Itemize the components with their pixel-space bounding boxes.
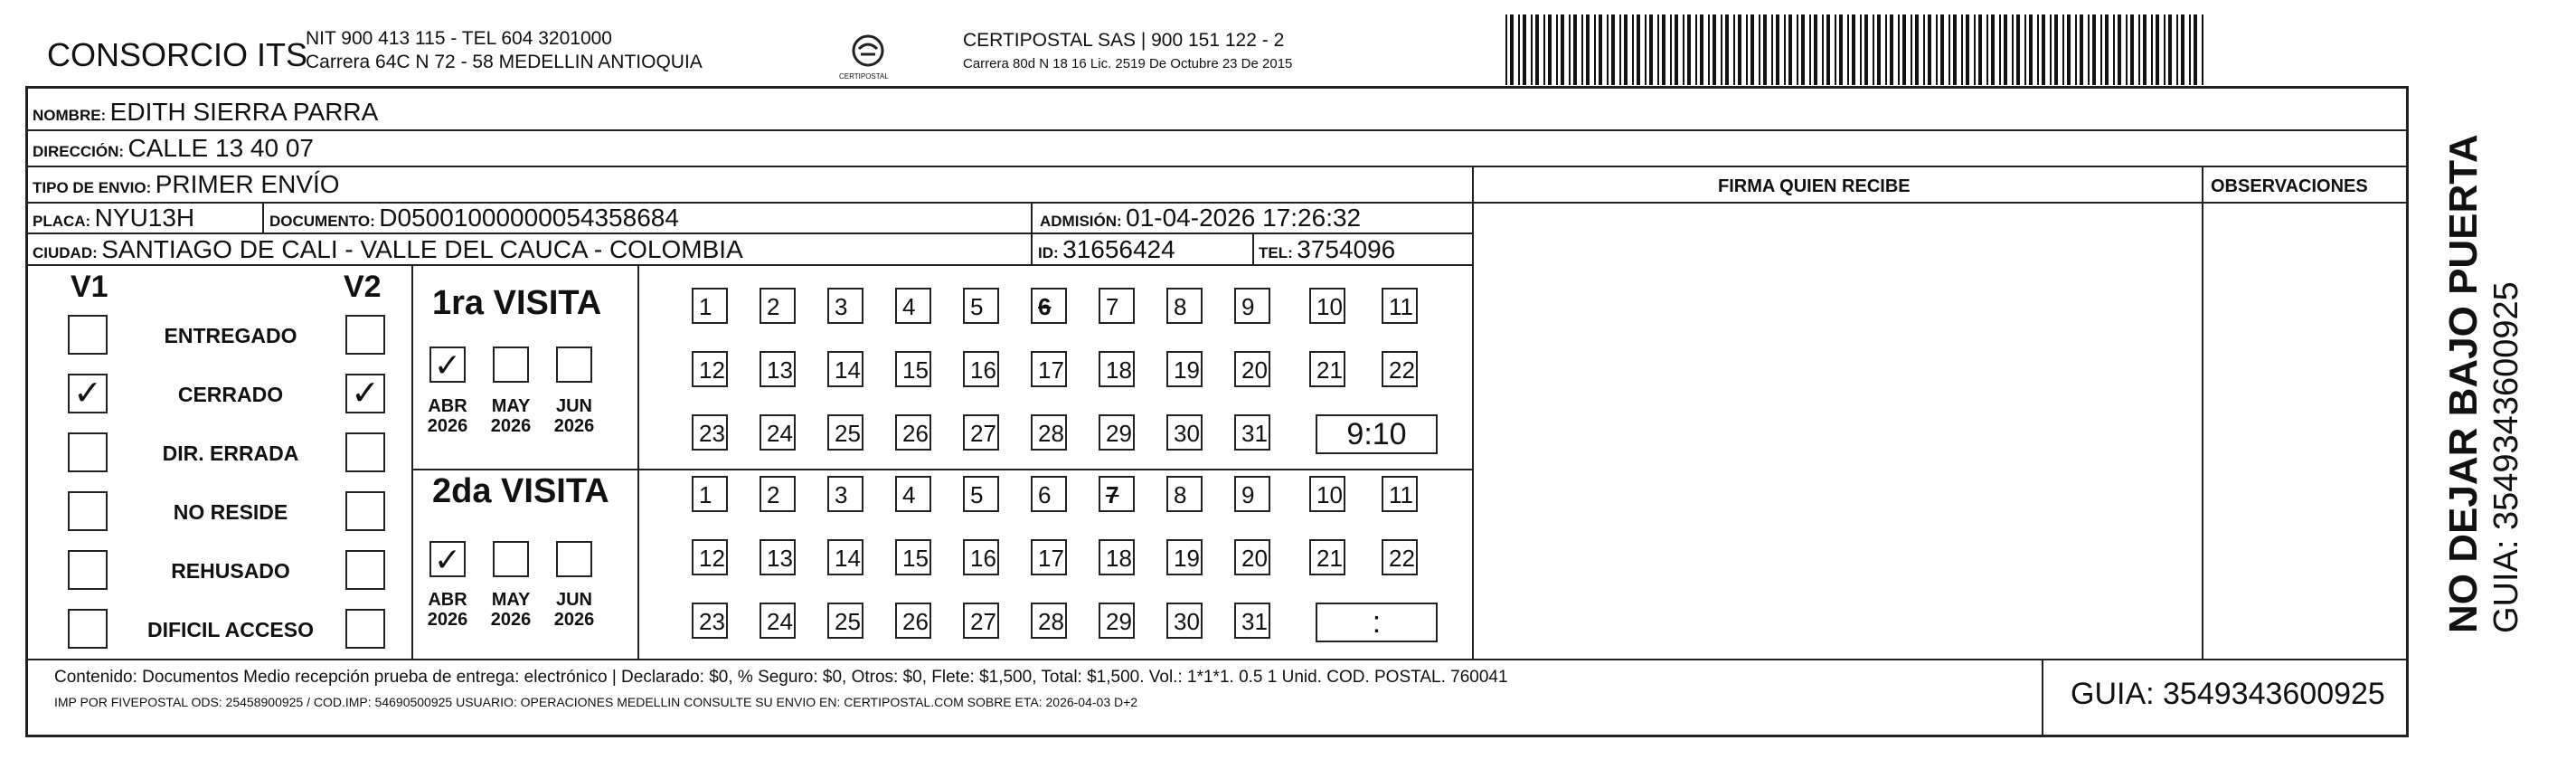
barcode-bar <box>2130 14 2134 85</box>
v1-checkbox[interactable] <box>68 491 108 531</box>
barcode-bar <box>1873 14 1874 85</box>
barcode-bar <box>1657 14 1659 85</box>
first-day-box[interactable]: 14 <box>827 351 863 387</box>
barcode-bar <box>1928 14 1931 85</box>
barcode-bar <box>1599 14 1602 85</box>
v2-checkbox[interactable] <box>345 432 385 472</box>
barcode-bar <box>2168 14 2172 85</box>
second-day-box[interactable]: 11 <box>1382 476 1418 512</box>
month-label: JUN <box>555 590 592 610</box>
barcode-bar <box>1877 14 1881 85</box>
address-line: Carrera 64C N 72 - 58 MEDELLIN ANTIOQUIA <box>306 52 703 72</box>
tipo-value: PRIMER ENVÍO <box>155 170 340 198</box>
barcode-bar <box>1822 14 1824 85</box>
barcode-bar <box>1738 14 1741 85</box>
v1-checkbox[interactable] <box>68 315 108 355</box>
barcode-bar <box>1561 14 1564 85</box>
first-day-box[interactable]: 11 <box>1382 288 1418 324</box>
tipo-envio-field <box>33 170 340 199</box>
second-visit-time[interactable]: : <box>1316 603 1438 642</box>
second-day-box[interactable]: 16 <box>963 539 999 575</box>
month-label: JUN <box>555 396 592 416</box>
company-info <box>306 27 703 74</box>
barcode-bar <box>1949 14 1950 85</box>
first-day-box[interactable]: 24 <box>760 414 796 451</box>
barcode-bar <box>2118 14 2121 85</box>
barcode-bar <box>1847 14 1849 85</box>
second-day-box[interactable]: 2 <box>760 476 796 512</box>
second-day-box[interactable]: 3 <box>827 476 863 512</box>
v2-checkbox[interactable] <box>345 609 385 649</box>
admision-value: 01-04-2026 17:26:32 <box>1126 204 1362 232</box>
footer-content: Contenido: Documentos Medio recepción prueba de entrega: electrónico | Declarado: $0, % Seguro: $0, Otros: $0, Flete: $1,500, Total: $1,500. Vol.: 1*1*1. 0.5 1 Unid. COD. POSTAL. 760041 <box>54 668 1508 687</box>
first-day-box[interactable]: 23 <box>692 414 728 451</box>
id-value: 31656424 <box>1062 235 1175 263</box>
barcode-bar <box>1573 14 1577 85</box>
first-day-box[interactable]: 15 <box>895 351 931 387</box>
tel-value: 3754096 <box>1297 235 1396 263</box>
second-day-box[interactable]: 21 <box>1309 539 1345 575</box>
second-day-box[interactable]: 19 <box>1166 539 1203 575</box>
barcode-bar <box>1624 14 1628 85</box>
status-label: CERRADO <box>177 383 284 406</box>
logo-text: CERTIPOSTAL <box>839 72 889 81</box>
barcode-bar <box>1713 14 1716 85</box>
second-day-box[interactable]: 27 <box>963 603 999 639</box>
barcode-bar <box>2037 14 2039 85</box>
barcode-bar <box>1556 14 1558 85</box>
barcode-bar <box>1611 14 1615 85</box>
barcode-bar <box>2092 14 2096 85</box>
barcode-bar <box>1510 14 1514 85</box>
status-label: DIFICIL ACCESO <box>146 618 314 641</box>
v1-checkbox[interactable] <box>68 432 108 472</box>
barcode-bar <box>1911 14 1912 85</box>
first-month-checkbox[interactable] <box>493 347 529 383</box>
first-day-box[interactable]: 12 <box>692 351 728 387</box>
barcode-bar <box>1619 14 1621 85</box>
year-label: 2026 <box>427 610 468 630</box>
barcode-bar <box>1518 14 1520 85</box>
firma-header: FIRMA QUIEN RECIBE <box>1718 176 1911 196</box>
barcode-bar <box>1784 14 1786 85</box>
barcode-bar <box>2004 14 2007 85</box>
barcode-bar <box>1771 14 1773 85</box>
barcode-bar <box>1662 14 1665 85</box>
barcode-bar <box>1746 14 1748 85</box>
first-day-box[interactable]: 21 <box>1309 351 1345 387</box>
second-month-checkbox[interactable] <box>556 541 592 577</box>
second-day-box[interactable]: 28 <box>1031 603 1067 639</box>
admision-field <box>1040 204 1361 233</box>
barcode-bar <box>2029 14 2033 85</box>
v1-checkbox[interactable] <box>68 609 108 649</box>
month-year-label <box>424 590 471 630</box>
nombre-label: NOMBRE: <box>33 107 107 124</box>
second-month-checkbox[interactable]: ✓ <box>429 541 466 577</box>
first-day-box[interactable]: 31 <box>1234 414 1270 451</box>
first-day-box[interactable]: 1 <box>692 288 728 324</box>
barcode-bar <box>1675 14 1678 85</box>
second-day-box[interactable]: 10 <box>1309 476 1345 512</box>
barcode-bar <box>2050 14 2052 85</box>
first-day-box[interactable]: 18 <box>1099 351 1135 387</box>
barcode-bar <box>1801 14 1805 85</box>
documento-field <box>269 204 679 233</box>
month-year-label <box>551 396 598 436</box>
ciudad-value: SANTIAGO DE CALI - VALLE DEL CAUCA - COLOMBIA <box>101 235 743 263</box>
first-day-box[interactable]: 27 <box>963 414 999 451</box>
barcode-bar <box>1961 14 1963 85</box>
v2-checkbox[interactable] <box>345 491 385 531</box>
second-day-box[interactable]: 7 <box>1099 476 1135 512</box>
barcode-bar <box>1581 14 1583 85</box>
second-day-box[interactable]: 8 <box>1166 476 1203 512</box>
first-day-box[interactable]: 30 <box>1166 414 1203 451</box>
barcode-bar <box>2024 14 2026 85</box>
first-day-box[interactable]: 26 <box>895 414 931 451</box>
barcode-bar <box>1885 14 1887 85</box>
placa-field <box>33 204 194 233</box>
first-day-box[interactable]: 22 <box>1382 351 1418 387</box>
first-visit-time[interactable]: 9:10 <box>1316 414 1438 454</box>
barcode-bar <box>2054 14 2058 85</box>
first-day-box[interactable]: 6 <box>1031 288 1067 324</box>
barcode-bar <box>2113 14 2115 85</box>
second-day-box[interactable]: 6 <box>1031 476 1067 512</box>
year-label: 2026 <box>553 610 595 630</box>
first-month-checkbox[interactable] <box>556 347 592 383</box>
barcode-bar <box>1750 14 1754 85</box>
first-day-box[interactable]: 3 <box>827 288 863 324</box>
documento-label: DOCUMENTO: <box>269 213 375 230</box>
id-label: ID: <box>1038 244 1059 261</box>
year-label: 2026 <box>427 416 468 436</box>
barcode-bar <box>1835 14 1836 85</box>
barcode-bar <box>1687 14 1691 85</box>
second-day-box[interactable]: 26 <box>895 603 931 639</box>
barcode-bar <box>2181 14 2184 85</box>
second-day-box[interactable]: 18 <box>1099 539 1135 575</box>
v1-checkbox[interactable]: ✓ <box>68 374 108 413</box>
barcode-bar <box>1776 14 1779 85</box>
first-visit-title: 1ra VISITA <box>432 284 602 322</box>
v1-checkbox[interactable] <box>68 550 108 590</box>
barcode-bar <box>1594 14 1596 85</box>
documento-value: D05001000000054358684 <box>379 204 679 232</box>
month-year-label <box>551 590 598 630</box>
barcode-bar <box>1708 14 1710 85</box>
v1-header: V1 <box>71 270 109 304</box>
second-day-box[interactable]: 17 <box>1031 539 1067 575</box>
second-day-box[interactable]: 24 <box>760 603 796 639</box>
barcode-bar <box>1898 14 1900 85</box>
first-day-box[interactable]: 7 <box>1099 288 1135 324</box>
month-year-label <box>487 590 534 630</box>
second-day-box[interactable]: 13 <box>760 539 796 575</box>
barcode-bar <box>2105 14 2109 85</box>
second-day-box[interactable]: 1 <box>692 476 728 512</box>
first-day-box[interactable]: 13 <box>760 351 796 387</box>
barcode-bar <box>1505 14 1507 85</box>
barcode-bar <box>2164 14 2166 85</box>
v2-header: V2 <box>344 270 382 304</box>
barcode-bar <box>1852 14 1855 85</box>
barcode-bar <box>1683 14 1684 85</box>
direccion-value: CALLE 13 40 07 <box>127 134 315 162</box>
v2-checkbox[interactable] <box>345 315 385 355</box>
barcode-bar <box>1814 14 1817 85</box>
admision-label: ADMISIÓN: <box>1040 213 1122 230</box>
barcode-bar <box>2100 14 2102 85</box>
barcode-bar <box>1637 14 1640 85</box>
barcode-bar <box>1523 14 1526 85</box>
observaciones-header: OBSERVACIONES <box>2211 176 2368 196</box>
side-notice <box>2441 134 2526 633</box>
barcode-bar <box>1695 14 1697 85</box>
nombre-field <box>33 98 378 127</box>
barcode-bar <box>1788 14 1792 85</box>
month-year-label <box>487 396 534 436</box>
placa-label: PLACA: <box>33 213 91 230</box>
status-label: NO RESIDE <box>173 500 288 524</box>
tel-field <box>1259 235 1395 264</box>
second-day-box[interactable]: 22 <box>1382 539 1418 575</box>
first-day-box[interactable]: 8 <box>1166 288 1203 324</box>
tel-label: TEL: <box>1259 244 1293 261</box>
barcode-bar <box>1725 14 1729 85</box>
barcode-bar <box>1860 14 1862 85</box>
second-day-box[interactable]: 29 <box>1099 603 1135 639</box>
barcode-bar <box>2088 14 2090 85</box>
second-day-box[interactable]: 12 <box>692 539 728 575</box>
barcode-bar <box>1991 14 1995 85</box>
barcode-bar <box>2075 14 2077 85</box>
barcode-bar <box>2012 14 2014 85</box>
certipostal-logo-icon <box>845 31 891 76</box>
certipostal-info <box>963 29 1292 76</box>
first-day-box[interactable]: 4 <box>895 288 931 324</box>
barcode-bar <box>1531 14 1533 85</box>
barcode-bar <box>2189 14 2191 85</box>
company-name: CONSORCIO ITS <box>47 36 308 73</box>
barcode <box>1505 14 2211 85</box>
side-guia: GUIA: 3549343600925 <box>2487 281 2525 633</box>
barcode-bar <box>2176 14 2178 85</box>
second-day-box[interactable]: 31 <box>1234 603 1270 639</box>
barcode-bar <box>1809 14 1811 85</box>
second-day-box[interactable]: 9 <box>1234 476 1270 512</box>
barcode-bar <box>2067 14 2071 85</box>
second-month-checkbox[interactable] <box>493 541 529 577</box>
barcode-bar <box>1759 14 1760 85</box>
ciudad-label: CIUDAD: <box>33 244 98 261</box>
barcode-bar <box>2080 14 2083 85</box>
barcode-bar <box>2042 14 2045 85</box>
tipo-label: TIPO DE ENVIO: <box>33 179 152 196</box>
barcode-bar <box>1548 14 1552 85</box>
barcode-bar <box>2016 14 2020 85</box>
first-day-box[interactable]: 29 <box>1099 414 1135 451</box>
status-label: REHUSADO <box>171 559 290 583</box>
first-day-box[interactable]: 9 <box>1234 288 1270 324</box>
barcode-bar <box>1902 14 1906 85</box>
barcode-bar <box>1607 14 1609 85</box>
barcode-bar <box>1999 14 2001 85</box>
first-day-box[interactable]: 10 <box>1309 288 1345 324</box>
nombre-value: EDITH SIERRA PARRA <box>109 98 379 126</box>
cert-line2: Carrera 80d N 18 16 Lic. 2519 De Octubre 23 De 2015 <box>963 56 1293 71</box>
barcode-bar <box>1974 14 1976 85</box>
first-day-box[interactable]: 28 <box>1031 414 1067 451</box>
barcode-bar <box>1940 14 1944 85</box>
barcode-bar <box>1645 14 1647 85</box>
id-field <box>1038 235 1175 264</box>
month-label: ABR <box>428 590 467 610</box>
barcode-bar <box>1586 14 1590 85</box>
first-day-box[interactable]: 20 <box>1234 351 1270 387</box>
month-label: MAY <box>491 396 531 416</box>
second-day-box[interactable]: 5 <box>963 476 999 512</box>
direccion-label: DIRECCIÓN: <box>33 143 125 160</box>
month-label: MAY <box>491 590 531 610</box>
barcode-bar <box>1569 14 1571 85</box>
second-day-box[interactable]: 25 <box>827 603 863 639</box>
first-month-checkbox[interactable]: ✓ <box>429 347 466 383</box>
barcode-bar <box>1923 14 1925 85</box>
barcode-bar <box>2138 14 2140 85</box>
barcode-bar <box>1864 14 1868 85</box>
barcode-bar <box>1826 14 1830 85</box>
barcode-bar <box>1915 14 1919 85</box>
direccion-field <box>33 134 314 163</box>
second-day-box[interactable]: 4 <box>895 476 931 512</box>
barcode-bar <box>1986 14 1988 85</box>
second-day-box[interactable]: 15 <box>895 539 931 575</box>
placa-value: NYU13H <box>94 204 195 232</box>
side-warning: NO DEJAR BAJO PUERTA <box>2441 134 2486 633</box>
barcode-bar <box>2151 14 2153 85</box>
status-label: DIR. ERRADA <box>162 441 299 465</box>
barcode-bar <box>1890 14 1893 85</box>
second-day-box[interactable]: 20 <box>1234 539 1270 575</box>
barcode-bar <box>1733 14 1735 85</box>
barcode-bar <box>1797 14 1798 85</box>
barcode-bar <box>1535 14 1539 85</box>
guia-number: GUIA: 3549343600925 <box>2071 677 2385 711</box>
second-day-box[interactable]: 14 <box>827 539 863 575</box>
footer-print-info: IMP POR FIVEPOSTAL ODS: 25458900925 / COD.IMP: 54690500925 USUARIO: OPERACIONES MEDELLIN CONSULTE SU ENVIO EN: CERTIPOSTAL.COM SOBRE ETA: 2026-04-03 D+2 <box>54 695 1138 709</box>
barcode-bar <box>2126 14 2128 85</box>
v2-checkbox[interactable] <box>345 550 385 590</box>
first-day-box[interactable]: 25 <box>827 414 863 451</box>
barcode-bar <box>2143 14 2147 85</box>
month-year-label <box>424 396 471 436</box>
barcode-bar <box>1978 14 1982 85</box>
barcode-bar <box>2062 14 2064 85</box>
barcode-bar <box>2202 14 2203 85</box>
second-day-box[interactable]: 23 <box>692 603 728 639</box>
ciudad-field <box>33 235 743 264</box>
first-day-box[interactable]: 19 <box>1166 351 1203 387</box>
barcode-bar <box>1966 14 1969 85</box>
second-visit-title: 2da VISITA <box>432 472 609 510</box>
first-day-box[interactable]: 16 <box>963 351 999 387</box>
barcode-bar <box>1649 14 1653 85</box>
year-label: 2026 <box>553 416 595 436</box>
barcode-bar <box>1763 14 1767 85</box>
year-label: 2026 <box>490 610 532 630</box>
year-label: 2026 <box>490 416 532 436</box>
barcode-bar <box>1543 14 1545 85</box>
first-day-box[interactable]: 5 <box>963 288 999 324</box>
second-day-box[interactable]: 30 <box>1166 603 1203 639</box>
cert-line1: CERTIPOSTAL SAS | 900 151 122 - 2 <box>963 30 1285 51</box>
first-day-box[interactable]: 2 <box>760 288 796 324</box>
status-label: ENTREGADO <box>164 324 297 347</box>
barcode-bar <box>1670 14 1672 85</box>
barcode-bar <box>1700 14 1703 85</box>
barcode-bar <box>2156 14 2159 85</box>
barcode-bar <box>1632 14 1634 85</box>
barcode-bar <box>1936 14 1938 85</box>
barcode-bar <box>1953 14 1957 85</box>
barcode-bar <box>1721 14 1722 85</box>
barcode-bar <box>1839 14 1843 85</box>
barcode-bar <box>2194 14 2197 85</box>
v2-checkbox[interactable]: ✓ <box>345 374 385 413</box>
nit-line: NIT 900 413 115 - TEL 604 3201000 <box>306 28 612 49</box>
month-label: ABR <box>428 396 467 416</box>
first-day-box[interactable]: 17 <box>1031 351 1067 387</box>
